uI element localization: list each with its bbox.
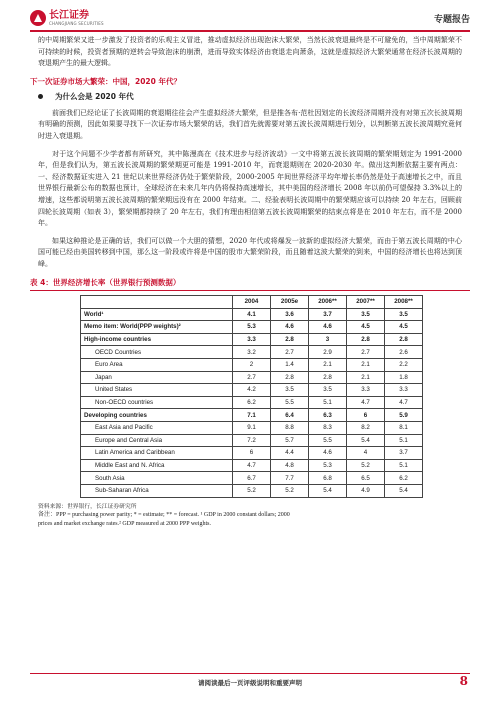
- table-cell: 4.7: [347, 396, 385, 409]
- section-title: 下一次证券市场大繁荣：中国，2020 年代？: [30, 76, 181, 86]
- table-row: [81, 447, 423, 460]
- main-content: [30, 35, 462, 529]
- table-cell: 5.4: [385, 484, 423, 497]
- table-cell: 3.3: [385, 384, 423, 397]
- row-label: Non-OECD countries: [81, 396, 233, 409]
- table-cell: 4.6: [309, 447, 347, 460]
- body-paragraphs: [38, 108, 462, 271]
- row-label: Latin America and Caribbean: [81, 447, 233, 460]
- row-label: Euro Area: [81, 358, 233, 371]
- table-body: [81, 308, 423, 497]
- table-cell: 7.2: [233, 434, 271, 447]
- table-cell: 8.8: [271, 421, 309, 434]
- table-cell: 2.9: [309, 346, 347, 359]
- row-label: United States: [81, 384, 233, 397]
- table-cell: 2.8: [385, 333, 423, 346]
- table-cell: 2.7: [271, 346, 309, 359]
- table-header-row: [81, 296, 423, 309]
- page-number: 8: [459, 674, 468, 688]
- table-cell: 5.3: [233, 321, 271, 334]
- bullet-heading: [38, 91, 462, 102]
- paragraph: 如果这种推论是正确的话，我们可以做一个大胆的猜想，2020 年代或将爆发一波新的虚拟经济大繁荣，而由于第五波长周期的中心国可能已经由美国转移到中国，那么这一阶段或许将是中国的股市大繁荣阶段，而且随着这波大繁荣的到来，中国的经济增长也将达到顶峰。: [38, 236, 462, 268]
- growth-table: [80, 295, 423, 498]
- table-cell: 6.4: [271, 409, 309, 422]
- table-row: [81, 472, 423, 485]
- row-label: OECD Countries: [81, 346, 233, 359]
- table-cell: 3.5: [347, 308, 385, 321]
- table-cell: 2.8: [347, 333, 385, 346]
- table-row: [81, 484, 423, 497]
- table-cell: 6: [233, 447, 271, 460]
- footer-divider: [30, 673, 470, 674]
- table-cell: 5.2: [347, 459, 385, 472]
- row-label: Middle East and N. Africa: [81, 459, 233, 472]
- table-cell: 4.6: [271, 321, 309, 334]
- table-cell: 3.7: [385, 447, 423, 460]
- table-cell: 6.5: [347, 472, 385, 485]
- table-cell: 6.2: [233, 396, 271, 409]
- table-note: [38, 511, 462, 529]
- row-label: Developing countries: [81, 409, 233, 422]
- table-row: [81, 409, 423, 422]
- table-row: [81, 346, 423, 359]
- table-row: [81, 434, 423, 447]
- table-cell: 3.2: [233, 346, 271, 359]
- company-logo: [30, 8, 104, 28]
- table-cell: 2.1: [347, 358, 385, 371]
- table-row: [81, 459, 423, 472]
- table-cell: 4.2: [233, 384, 271, 397]
- table-cell: 8.1: [385, 421, 423, 434]
- table-cell: 2.2: [385, 358, 423, 371]
- table-note-line: 备注：PPP = purchasing power parity; * = estimate; ** = forecast. ¹ GDP in 2000 constant dollars; 2000: [38, 511, 290, 518]
- row-label: East Asia and Pacific: [81, 421, 233, 434]
- table-cell: 3: [309, 333, 347, 346]
- row-label: South Asia: [81, 472, 233, 485]
- page-header: [30, 6, 470, 30]
- table-cell: 2.8: [271, 333, 309, 346]
- row-label: Memo item: World(PPP weights)²: [81, 321, 233, 334]
- table-cell: 5.4: [347, 434, 385, 447]
- table-cell: 3.7: [309, 308, 347, 321]
- table-row: [81, 308, 423, 321]
- report-type: 专题报告: [433, 15, 470, 25]
- table-cell: 6.3: [309, 409, 347, 422]
- table-header-cell: 2007**: [347, 296, 385, 309]
- table-cell: 2.1: [309, 358, 347, 371]
- table-title: 表 4：世界经济增长率（世界银行预测数据）: [30, 277, 181, 287]
- paragraph: 前面我们已经论证了长波周期的衰退期往往会产生虚拟经济大繁荣，但是推各布·范杜因划定的长波经济周期并没有对第五次长波周期有明确的预测，因此如果要寻找下一次证券市场大繁荣的话，我们首先就需要对第五波长波周期进行划分，以判断第五波长波周期究竟何时进入衰退期。: [38, 108, 462, 140]
- table-cell: 4: [347, 447, 385, 460]
- bullet-icon: [38, 94, 43, 99]
- table-row: [81, 321, 423, 334]
- table-cell: 4.4: [271, 447, 309, 460]
- table-row: [81, 396, 423, 409]
- table-cell: 4.8: [271, 459, 309, 472]
- header-divider: [30, 30, 470, 32]
- table-cell: 4.1: [233, 308, 271, 321]
- table-cell: 2.8: [271, 371, 309, 384]
- table-cell: 2.6: [385, 346, 423, 359]
- table-cell: 4.5: [347, 321, 385, 334]
- table-cell: 4.5: [385, 321, 423, 334]
- table-note-line: prices and market exchange rates.² GDP measured at 2000 PPP weights.: [38, 520, 211, 527]
- table-header-cell: 2005e: [271, 296, 309, 309]
- table-cell: 2.1: [347, 371, 385, 384]
- table-cell: 2: [233, 358, 271, 371]
- bullet-text: 为什么会是 2020 年代: [55, 91, 134, 101]
- table-cell: 2.8: [309, 371, 347, 384]
- table-cell: 3.5: [271, 384, 309, 397]
- table-row: [81, 358, 423, 371]
- table-header-cell: 2004: [233, 296, 271, 309]
- row-label: Japan: [81, 371, 233, 384]
- table-cell: 5.1: [385, 434, 423, 447]
- table-cell: 8.2: [347, 421, 385, 434]
- table-cell: 4.6: [309, 321, 347, 334]
- table-cell: 5.5: [271, 396, 309, 409]
- table-row: [81, 421, 423, 434]
- table-cell: 7.7: [271, 472, 309, 485]
- table-cell: 8.3: [309, 421, 347, 434]
- row-label: World¹: [81, 308, 233, 321]
- table-cell: 5.5: [309, 434, 347, 447]
- table-row: [81, 333, 423, 346]
- table-header-cell: 2006**: [309, 296, 347, 309]
- footer-disclaimer: 请阅读最后一页评级说明和重要声明: [198, 679, 302, 687]
- row-label: Sub-Saharan Africa: [81, 484, 233, 497]
- table-cell: 6.7: [233, 472, 271, 485]
- table-row: [81, 384, 423, 397]
- table-cell: 5.3: [309, 459, 347, 472]
- table-cell: 3.3: [233, 333, 271, 346]
- table-cell: 6.8: [309, 472, 347, 485]
- table-cell: 4.7: [385, 396, 423, 409]
- logo-text: [49, 11, 104, 26]
- table-source: 资料来源：世界银行，长江证券研究所: [38, 503, 137, 510]
- table-cell: 7.1: [233, 409, 271, 422]
- table-cell: 3.6: [271, 308, 309, 321]
- table-cell: 3.5: [309, 384, 347, 397]
- table-cell: 4.9: [347, 484, 385, 497]
- logo-chinese: 长江证券: [49, 9, 89, 21]
- table-cell: 3.5: [385, 308, 423, 321]
- paragraph: 对于这个问题不少学者都有所研究，其中陈漫高在《技术进步与经济波动》一文中将第五波长波周期的繁荣期划定为 1991-2000 年，但是我们认为，第五波长波周期的繁荣期更可能是 1991-2010 年，而衰退期则在 2020-2030 年。做出这判断依据主要有两点：一、经济数据证实进入 21 世纪以来世界经济仍处于繁荣阶段，2000-2005 年间世界经济平均年增长率仍然是处于高速增长之中，而且世界银行最新公布的数据也预计，全球经济在未来几年内仍将保持高速增长，其中美国的经济增长 2008 年以前仍可望保持 3.3%以上的增速，这些都说明第五波长波周期的繁荣期远没有在 2000 年结束。二、经验表明长波周期中的繁荣期应该可以持续 20 年左右，回顾前四轮长波周期（如表 3），繁荣期都持续了 20 年左右，我们有理由相信第五波长波周期繁荣的结束点将是在 2010 年左右，而不是 2000 年。: [38, 149, 462, 228]
- row-label: High-income countries: [81, 333, 233, 346]
- table-cell: 5.2: [271, 484, 309, 497]
- logo-english: CHANGJIANG SECURITIES: [49, 20, 104, 26]
- table-cell: 6: [347, 409, 385, 422]
- intro-paragraphs: [38, 35, 462, 70]
- table-cell: 9.1: [233, 421, 271, 434]
- table-cell: 3.3: [347, 384, 385, 397]
- table-cell: 1.4: [271, 358, 309, 371]
- table-cell: 4.7: [233, 459, 271, 472]
- logo-icon: [30, 10, 46, 26]
- row-label: Europe and Central Asia: [81, 434, 233, 447]
- table-cell: 5.1: [385, 459, 423, 472]
- table-cell: 5.4: [309, 484, 347, 497]
- table-cell: 5.7: [271, 434, 309, 447]
- paragraph: 的中周期繁荣又进一步激发了投资者的乐观主义冒进，推动虚拟经济出现泡沫大繁荣，当然长波衰退最终是不可避免的，当中周期繁荣不可持续的时候，投资者预期的逆转会导致泡沫的崩溃，进而导致实体经济由衰退走向萧条，这就是虚拟经济大繁荣通常在经济长波周期的衰退期产生的最大逻辑。: [38, 36, 462, 68]
- table-cell: 1.8: [385, 371, 423, 384]
- table-cell: 2.7: [233, 371, 271, 384]
- table-header-blank: [81, 296, 233, 309]
- table-cell: 5.2: [233, 484, 271, 497]
- table-cell: 2.7: [347, 346, 385, 359]
- table-cell: 5.1: [309, 396, 347, 409]
- table-cell: 5.9: [385, 409, 423, 422]
- table-cell: 6.2: [385, 472, 423, 485]
- table-title-rule: [30, 290, 470, 292]
- table-row: [81, 371, 423, 384]
- table-header-cell: 2008**: [385, 296, 423, 309]
